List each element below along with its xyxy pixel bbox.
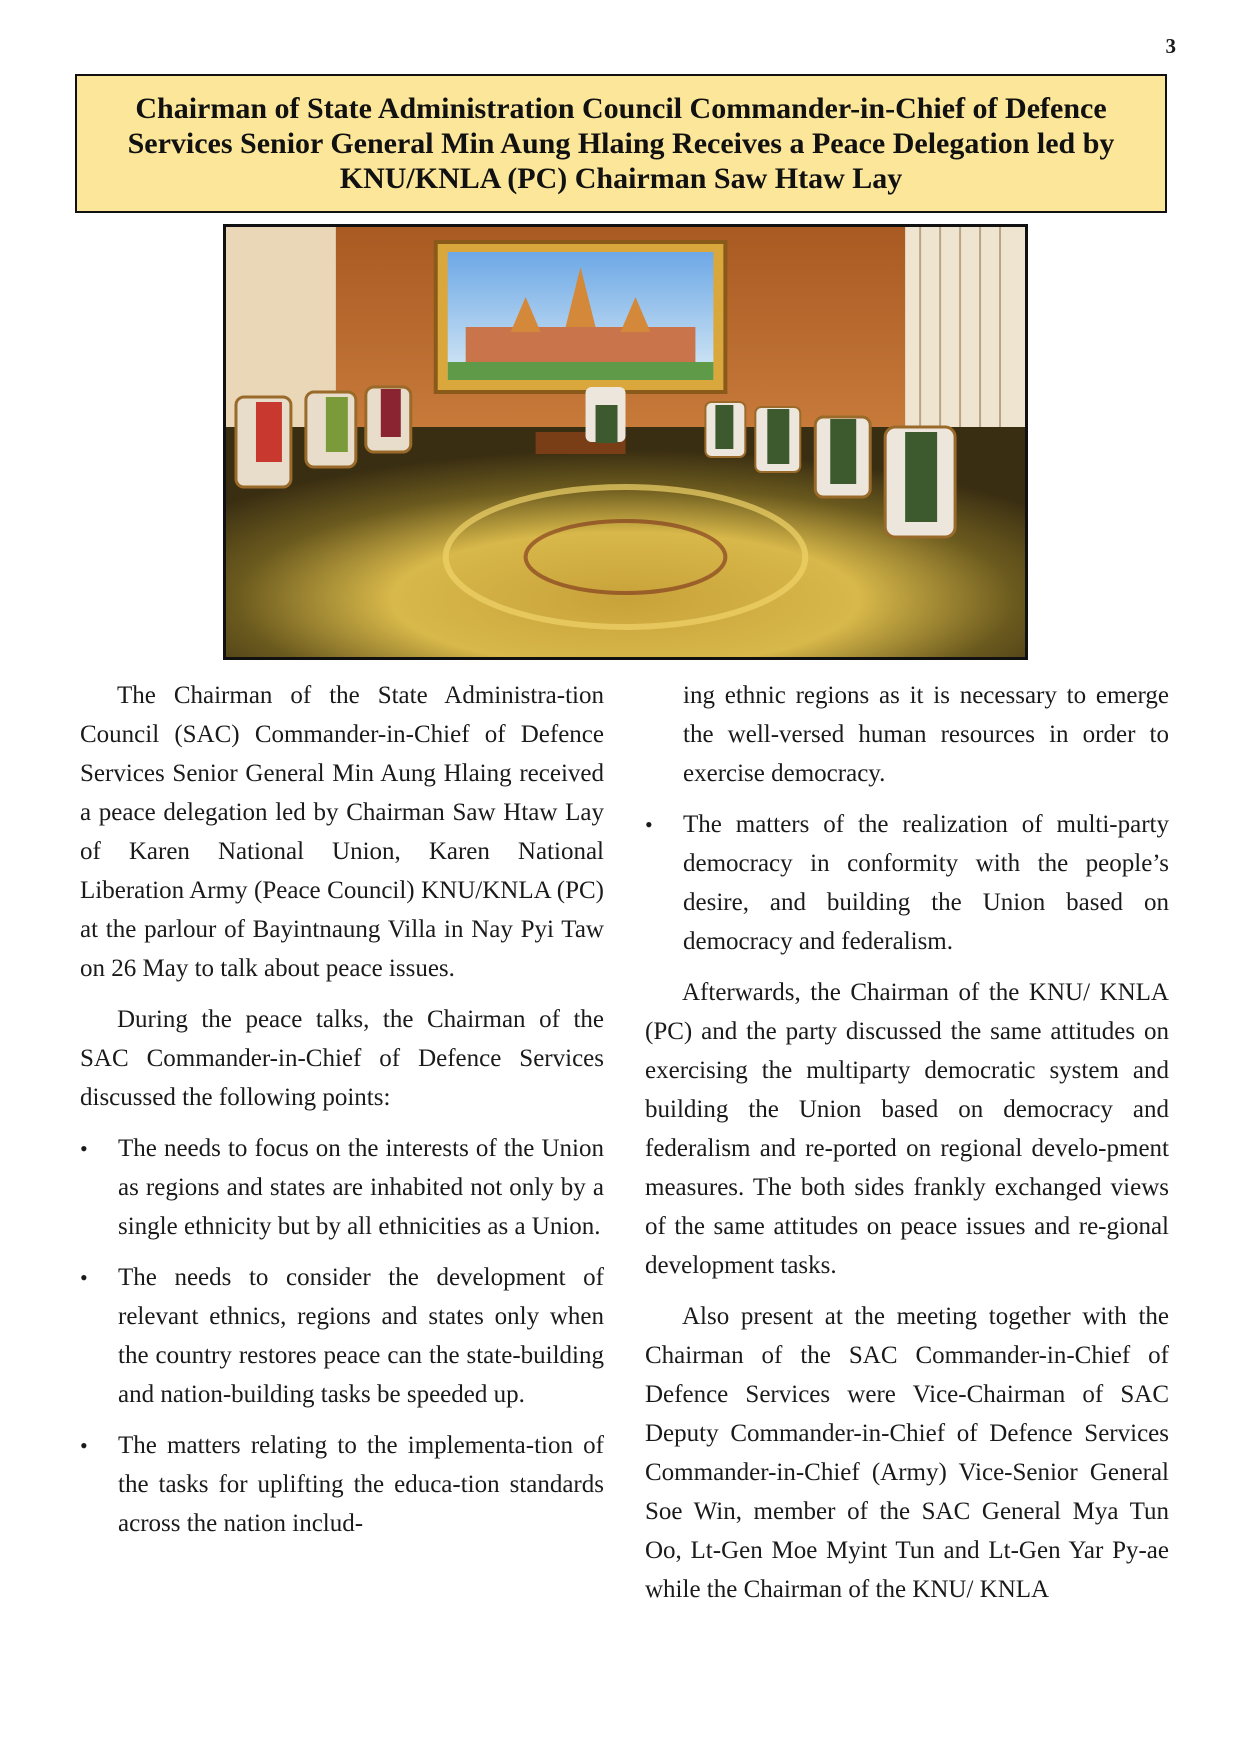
left-column [80,676,604,1555]
discussion-points-list-continued [645,676,1169,961]
meeting-photo-illustration [226,227,1025,657]
intro-paragraph: The Chairman of the State Administra-tion Council (SAC) Commander-in-Chief of Defence Services Senior General Min Aung Hlaing received a peace delegation led by Chairman Saw Htaw Lay of Karen National Union, Karen National Liberation Army (Peace Council) KNU/KNLA (PC) at the parlour of Bayintnaung Villa in Nay Pyi Taw on 26 May to talk about peace issues. [80,682,604,982]
talks-paragraph: During the peace talks, the Chairman of the SAC Commander-in-Chief of Defence Services discussed the following points: [80,1006,604,1111]
meeting-photo [223,224,1028,660]
attendees-paragraph: Also present at the meeting together with the Chairman of the SAC Commander-in-Chief of Defence Services were Vice-Chairman of SAC Deputy Commander-in-Chief of Defence Services Commander-in-Chief (Army) Vice-Senior General Soe Win, member of the SAC General Mya Tun Oo, Lt-Gen Moe Myint Tun and Lt-Gen Yar Py-ae while the Chairman of the KNU/ KNLA [645,1303,1169,1603]
list-item: • The matters relating to the implementa-tion of the tasks for uplifting the educa-tion standards across the nation includ- [80,1426,604,1543]
page-number: 3 [1165,34,1176,58]
article-headline: Chairman of State Administration Council Commander-in-Chief of Defence Services Senior General Min Aung Hlaing Receives a Peace Delegation led by KNU/KNLA (PC) Chairman Saw Htaw Lay [127,92,1115,195]
discussion-points-list [80,1129,604,1543]
list-item: • The needs to consider the development of relevant ethnics, regions and states only when the country restores peace can the state-building and nation-building tasks be speeded up. [80,1258,604,1414]
right-column [645,676,1169,1621]
afterwards-paragraph: Afterwards, the Chairman of the KNU/ KNLA (PC) and the party discussed the same attitudes on exercising the multiparty democratic system and building the Union based on democracy and federalism and re-ported on regional develo-pment measures. The both sides frankly exchanged views of the same attitudes on peace issues and re-gional development tasks. [645,979,1169,1279]
list-item: • The needs to focus on the interests of the Union as regions and states are inhabited not only by a single ethnicity but by all ethnicities as a Union. [80,1129,604,1246]
list-item-continuation: ing ethnic regions as it is necessary to emerge the well-versed human resources in order to exercise democracy. [683,682,1169,787]
headline-box [75,74,1167,213]
list-item: • The matters of the realization of multi-party democracy in conformity with the people’s desire, and building the Union based on democracy and federalism. [645,805,1169,961]
